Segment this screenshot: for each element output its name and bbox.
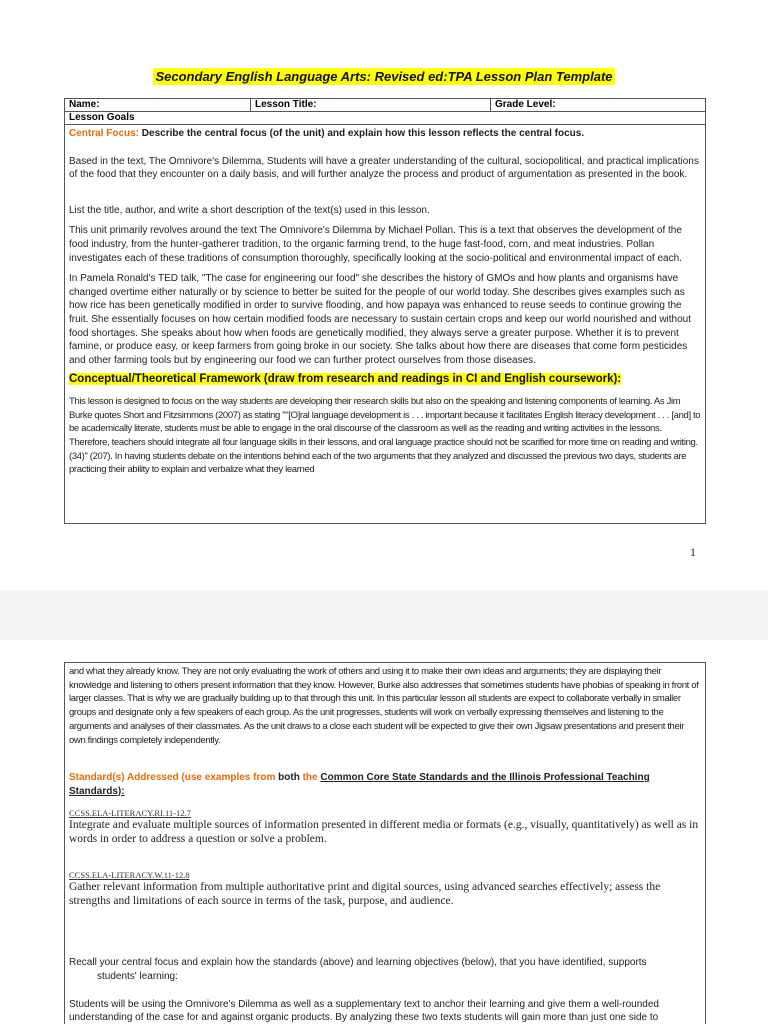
central-focus-answer: Based in the text, The Omnivore's Dilemma, Students will have a greater understanding of the cultural, sociopolitical, and practical implications of the food that they encounter on a daily basis, and will further analyze the process and product of argumentation as presented in the book. [69,155,699,181]
lesson-goals-heading: Lesson Goals [65,112,705,125]
central-focus-prompt: Central Focus: Describe the central focus (of the unit) and explain how this lesson reflects the central focus. [69,128,585,139]
document-page-2 [0,640,768,1024]
standard-text: Integrate and evaluate multiple sources of information presented in different media or formats (e.g., visually, quantitatively) as well as in words in order to address a question or solve a problem. [69,819,699,846]
page-number: 1 [690,545,696,559]
standard-code: CCSS.ELA-LITERACY.W.11-12.8 [69,870,190,881]
framework-heading: Conceptual/Theoretical Framework (draw from research and readings in CI and English coursework): [69,373,622,386]
texts-prompt: List the title, author, and write a short description of the text(s) used in this lesson. [69,204,430,216]
standard-item [69,870,701,908]
lesson-title-field: Lesson Title: [251,99,491,111]
name-field: Name: [65,99,251,111]
header-row [65,99,705,112]
lesson-goals-body [65,125,705,479]
standards-heading: Standard(s) Addressed (use examples from both the Common Core State Standards and the Illinois Professional Teaching Standards): [69,772,650,797]
framework-text-page1: This lesson is designed to focus on the way students are developing their research skills but also on the speaking and listening components of learning. As Jim Burke quotes Short and Fitzsimmons (2007) as stating ""[O]ral language development is . . . important because it facilitates English literacy development . . . [and] to be academically literate, students must be able to engage in the oral discourse of the classroom as well as the reading and writing activities in the lessons. Therefore, teachers should integrate all four language skills in their lessons, and oral language practice should not be scarified for more time on reading and writing. (34)" (207). In having students debate on the intentions behind each of the two arguments that they analyzed and discussed the previous two days, students are practicing their ability to explain and verbalize what they learned [69,395,701,476]
text-description-1: This unit primarily revolves around the text The Omnivore's Dilemma by Michael Pollan. This is a text that observes the development of the food industry, from the hunter-gatherer tradition, to the organic farming trend, to the huge fast-food, corn, and meat industries. Pollan investigates each of these traditions of consumption thoroughly, specifically looking at the socio-political and environmental impact of each. [69,225,682,264]
text-description-2: In Pamela Ronald's TED talk, "The case for engineering our food" she describes the history of GMOs and how plants and organisms have changed overtime either naturally or by science to better be suited for the people of our world today. She describes gives examples such as how rice has been genetically modified in order to survive flooding, and how papaya was enhanced to reuse seeds to continue growing the fruit. She essentially focuses on how certain modified foods are necessary to sustain certain crops and keep our world nourished and without food shortages. She speaks about how when foods are genetically modified, they always serve a greater purpose. Whether it is to prevent famine, or produce easy, or keep farmers from going broke in our society. She talks about how there are diseases that come form pesticides and other farming tools but by engineering our food we can further protect ourselves from those diseases. [69,273,692,366]
standard-text: Gather relevant information from multiple authoritative print and digital sources, using advanced searches effectively; assess the strengths and limitations of each source in terms of the task, purpose, and audience. [69,881,661,908]
standard-item [69,808,701,846]
document-title: Secondary English Language Arts: Revised ed:TPA Lesson Plan Template [155,69,613,84]
central-focus-label: Central Focus: [69,128,140,139]
recall-prompt: Recall your central focus and explain how the standards (above) and learning objectives (below), that you have identified, supports students' learning: [69,957,647,982]
lesson-plan-table-continued [64,662,706,1024]
framework-text-page2: and what they already know. They are not only evaluating the work of others and using it to make their own ideas and arguments; they are displaying their knowledge and listening to others present information that they know. However, Burke also addresses that sometimes students have phobias of speaking in front of larger classes. That is why we are gradually building up to that through this unit. In this particular lesson all students are expect to collaborate verbally in smaller groups and designate only a few speakers of each group. As the unit progresses, students will work on verbally expressing themselves and listening to the arguments and analyses of their classmates. As the unit draws to a close each student will be expected to give their own Jigsaw presentations and present their own findings completely independently. [69,666,699,746]
standard-code: CCSS.ELA-LITERACY.RI.11-12.7 [69,808,191,819]
lesson-plan-table [64,98,706,524]
grade-level-field: Grade Level: [495,99,556,110]
recall-answer: Students will be using the Omnivore's Dilemma as well as a supplementary text to anchor their learning and give them a well-rounded understanding of the case for and against organic products. By analyzing these two texts students will gain more than just one side to [69,998,659,1024]
